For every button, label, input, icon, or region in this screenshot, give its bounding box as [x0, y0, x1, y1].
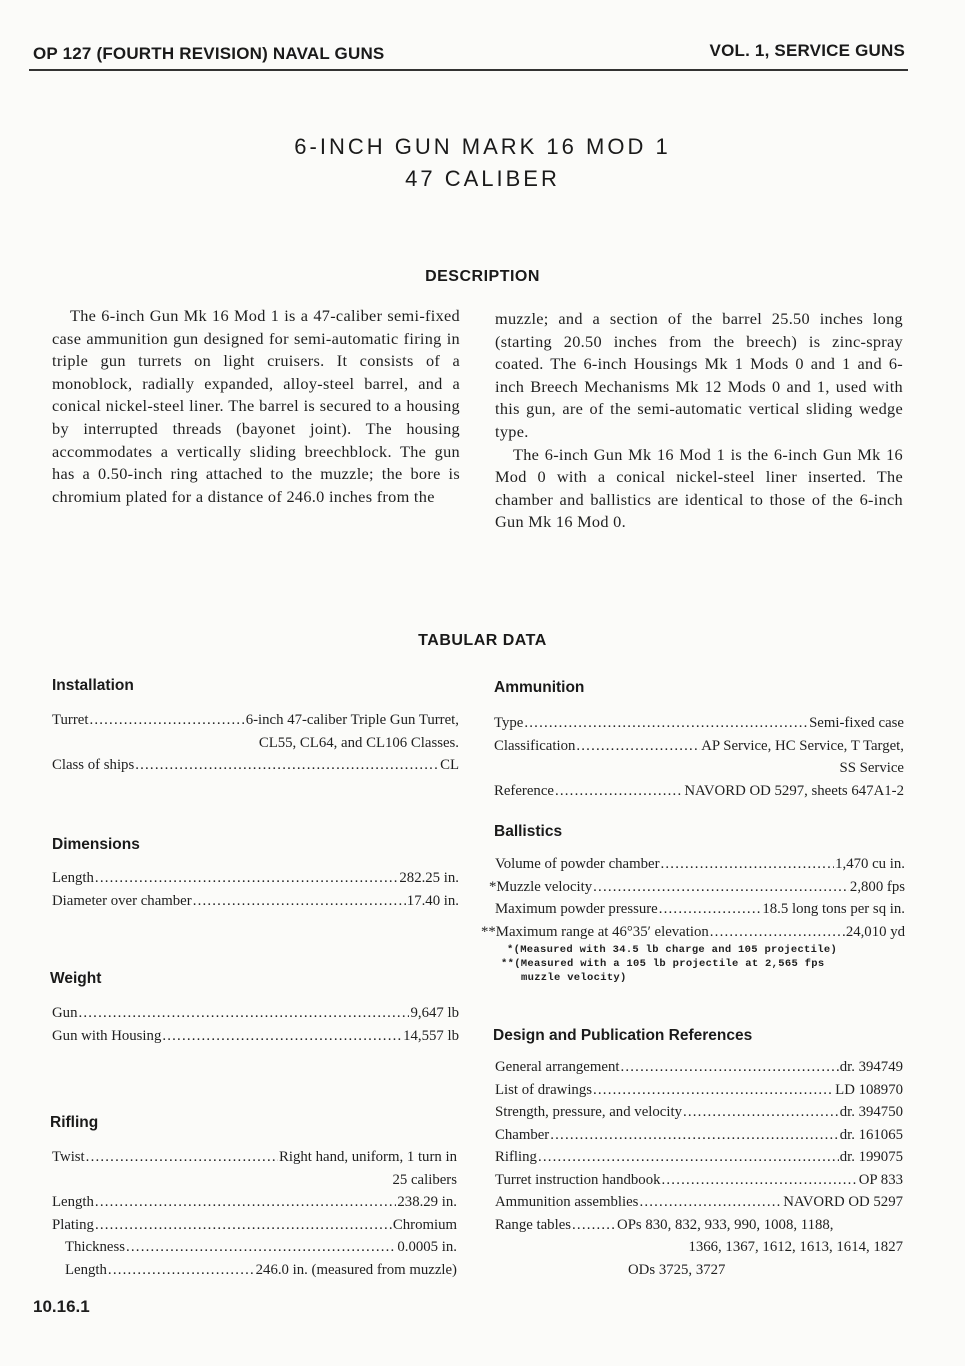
- turret-row: Turret ..... 6-inch 47-caliber Triple Gun Turret,: [52, 709, 459, 732]
- description-paragraph-1: The 6-inch Gun Mk 16 Mod 1 is a 47-caliber semi-fixed case ammunition gun designed for semi-automatic firing in triple gun turrets on light cruisers. It consists of a monoblock, radially expanded, alloy-steel barrel, and a conical nickel-steel liner. The barrel is secured to a housing by interrupted threads (bayonet joint). The housing accommodates a vertically sliding breechblock. The gun has a 0.50-inch ring attached to the muzzle; the bore is chromium plated for a distance of 246.0 inches from the: [52, 306, 460, 506]
- page-subtitle: 47 CALIBER: [405, 166, 560, 191]
- reference-row: Strength, pressure, and velocity ..... dr. 394750: [495, 1101, 903, 1124]
- ballistics-table: [481, 853, 905, 985]
- range-tables-cont-1: 1366, 1367, 1612, 1613, 1614, 1827: [688, 1239, 903, 1255]
- page-number: 10.16.1: [33, 1297, 90, 1316]
- ammo-classification-cont: SS Service: [839, 760, 904, 776]
- header-rule: [29, 69, 908, 71]
- reference-row: General arrangement ..... dr. 394749: [495, 1056, 903, 1079]
- rifling-table: [52, 1146, 457, 1281]
- dimensions-heading: Dimensions: [52, 836, 140, 853]
- reference-row: Turret instruction handbook ..... OP 833: [495, 1169, 903, 1192]
- reference-row: Chamber ..... dr. 161065: [495, 1124, 903, 1147]
- ballistics-footnote-2-cont: muzzle velocity): [521, 972, 627, 984]
- powder-chamber-volume-row: Volume of powder chamber ..... 1,470 cu in.: [481, 853, 905, 876]
- ballistics-footnote-1: *(Measured with 34.5 lb charge and 105 projectile): [507, 944, 838, 956]
- ammo-reference-row: Reference ..... NAVORD OD 5297, sheets 647A1-2: [494, 780, 904, 803]
- weight-table: [52, 1002, 459, 1047]
- description-paragraph-2: The 6-inch Gun Mk 16 Mod 1 is the 6-inch Gun Mk 16 Mod 0 with a conical nickel-steel liner inserted. The chamber and ballistics are identical to those of the 6-inch Gun Mk 16 Mod 0.: [495, 444, 903, 532]
- max-powder-pressure-row: Maximum powder pressure ..... 18.5 long tons per sq in.: [481, 898, 905, 921]
- rifling-heading: Rifling: [50, 1114, 99, 1131]
- max-range-row: **Maximum range at 46°35′ elevation ..... 24,010 yd: [481, 921, 905, 944]
- installation-table: [52, 709, 459, 777]
- ammunition-table: [494, 712, 904, 802]
- ballistics-footnote-2: **(Measured with a 105 lb projectile at 2,565 fps: [501, 958, 825, 970]
- reference-row: List of drawings ..... LD 108970: [495, 1079, 903, 1102]
- plating-row: Plating ..... Chromium: [52, 1214, 457, 1237]
- description-heading: DESCRIPTION: [425, 268, 540, 285]
- weight-heading: Weight: [50, 970, 102, 987]
- description-left-column: [52, 305, 460, 508]
- twist-row-cont: 25 calibers: [392, 1171, 457, 1188]
- diameter-row: Diameter over chamber ..... 17.40 in.: [52, 890, 459, 913]
- reference-row: Rifling ..... dr. 199075: [495, 1146, 903, 1169]
- rifling-length-row: Length ..... 238.29 in.: [52, 1191, 457, 1214]
- muzzle-velocity-row: *Muzzle velocity ..... 2,800 fps: [481, 876, 905, 899]
- ammunition-heading: Ammunition: [494, 679, 585, 696]
- length-row: Length ..... 282.25 in.: [52, 867, 459, 890]
- plating-length-row: Length ..... 246.0 in. (measured from muzzle): [52, 1259, 457, 1282]
- thickness-row: Thickness ..... 0.0005 in.: [52, 1236, 457, 1259]
- references-table: [495, 1056, 903, 1281]
- dimensions-table: [52, 867, 459, 912]
- page-title: 6-INCH GUN MARK 16 MOD 1: [294, 134, 671, 159]
- ballistics-heading: Ballistics: [494, 823, 563, 840]
- class-of-ships-row: Class of ships ..... CL: [52, 754, 459, 777]
- running-header-left: OP 127 (FOURTH REVISION) NAVAL GUNS: [33, 44, 385, 63]
- reference-row: Ammunition assemblies ..... NAVORD OD 5297: [495, 1191, 903, 1214]
- range-tables-cont-2: ODs 3725, 3727: [628, 1261, 726, 1278]
- running-header-right: VOL. 1, SERVICE GUNS: [709, 41, 905, 60]
- ammo-classification-row: Classification ..... AP Service, HC Service, T Target,: [494, 735, 904, 758]
- gun-with-housing-row: Gun with Housing ..... 14,557 lb: [52, 1025, 459, 1048]
- description-right-column: [495, 308, 903, 534]
- reference-row-range-tables: Range tables ..... OPs 830, 832, 933, 990, 1008, 1188,: [495, 1214, 903, 1237]
- turret-row-cont: CL55, CL64, and CL106 Classes.: [258, 734, 459, 751]
- installation-heading: Installation: [52, 677, 134, 694]
- gun-weight-row: Gun ..... 9,647 lb: [52, 1002, 459, 1025]
- tabular-data-heading: TABULAR DATA: [418, 632, 547, 649]
- references-heading: Design and Publication References: [493, 1027, 753, 1044]
- twist-row: Twist ..... Right hand, uniform, 1 turn in: [52, 1146, 457, 1169]
- ammo-type-row: Type ..... Semi-fixed case: [494, 712, 904, 735]
- description-paragraph-1-cont: muzzle; and a section of the barrel 25.50 inches long (starting 20.50 inches from the breech) is zinc-spray coated. The 6-inch Housings Mk 1 Mods 0 and 1 and 6-inch Breech Mechanisms Mk 12 Mods 0 and 1, used with this gun, are of the semi-automatic vertical sliding wedge type.: [495, 309, 903, 441]
